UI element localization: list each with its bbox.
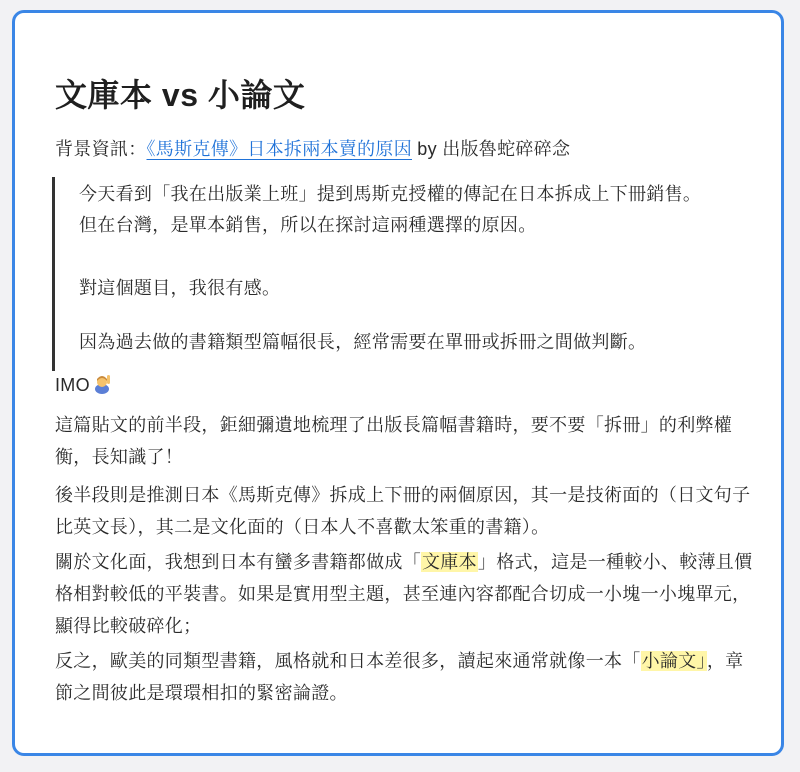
paragraph-3-before: 關於文化面，我想到日本有蠻多書籍都做成「 — [55, 552, 421, 572]
background-prefix: 背景資訊： — [55, 139, 147, 159]
blockquote — [52, 177, 715, 371]
article-card — [12, 10, 784, 756]
paragraph-4-before: 反之，歐美的同類型書籍，風格就和日本差很多，讀起來通常就像一本「 — [55, 651, 641, 671]
person-raising-hand-icon — [94, 374, 112, 394]
quote-paragraph-2: 對這個題目，我很有感。 — [79, 278, 281, 298]
source-article-link[interactable]: 《馬斯克傳》日本拆兩本賣的原因 — [146, 139, 412, 159]
background-suffix: by 出版魯蛇碎碎念 — [412, 139, 571, 159]
paragraph-4-after: ，章節之間彼此是環環相扣的緊密論證。 — [55, 651, 744, 703]
paragraph-3 — [55, 546, 755, 642]
paragraph-4 — [55, 645, 755, 709]
imo-label: IMO — [55, 375, 90, 395]
background-line — [55, 133, 755, 165]
highlight-essay: 小論文」 — [641, 651, 706, 671]
quote-paragraph-3: 因為過去做的書籍類型篇幅很長，經常需要在單冊或拆冊之間做判斷。 — [79, 332, 647, 352]
paragraph-3-after: 」格式，這是一種較小、較薄且價格相對較低的平裝書。如果是實用型主題，甚至連內容都配合切成一小塊一小塊單元，顯得比較破碎化； — [55, 552, 753, 636]
quote-paragraph-1: 今天看到「我在出版業上班」提到馬斯克授權的傳記在日本拆成上下冊銷售。但在台灣，是單本銷售，所以在探討這兩種選擇的原因。 — [79, 184, 702, 235]
article-title: 文庫本 vs 小論文 — [55, 77, 306, 113]
paragraph-1: 這篇貼文的前半段，鉅細彌遺地梳理了出版長篇幅書籍時，要不要「拆冊」的利弊權衡，長知識了！ — [55, 415, 733, 467]
imo-line — [55, 369, 755, 401]
paragraph-2: 後半段則是推測日本《馬斯克傳》拆成上下冊的兩個原因，其一是技術面的（日文句子比英文長），其二是文化面的（日本人不喜歡太笨重的書籍）。 — [55, 485, 751, 537]
highlight-bunkobon: 文庫本 — [422, 552, 477, 572]
